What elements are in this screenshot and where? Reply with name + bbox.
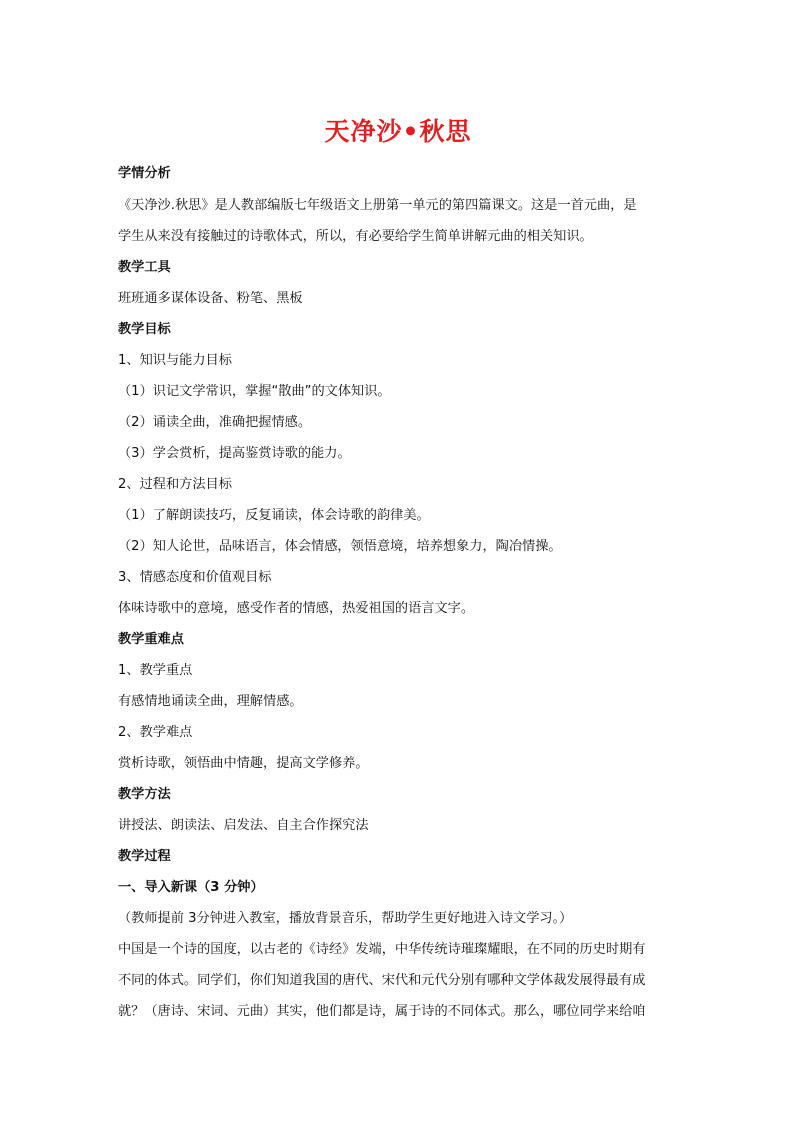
methods-text: 讲授法、朗读法、启发法、自主合作探究法: [118, 818, 369, 833]
goals-heading: 教学目标: [118, 322, 171, 337]
goal-2-b: （2）知人论世，品味语言，体会情感，领悟意境，培养想象力，陶冶情操。: [118, 539, 562, 554]
step-1-note: （教师提前 3分钟进入教室，播放背景音乐，帮助学生更好地进入诗文学习。）: [118, 911, 573, 926]
step-1-para-line-1: 中国是一个诗的国度，以古老的《诗经》发端，中华传统诗璀璨耀眼，在不同的历史时期有: [118, 942, 646, 957]
goal-3: 3、情感态度和价值观目标: [118, 570, 272, 585]
tools-heading: 教学工具: [118, 260, 171, 275]
step-1-para-line-3: 就？（唐诗、宋词、元曲）其实，他们都是诗，属于诗的不同体式。那么，哪位同学来给咱: [118, 1004, 646, 1019]
document-title: 天净沙•秋思: [324, 117, 472, 146]
step-1-heading: 一、导入新课（3 分钟）: [118, 880, 264, 895]
analysis-line-1: 《天净沙.秋思》是人教部编版七年级语文上册第一单元的第四篇课文。这是一首元曲，是: [118, 198, 637, 213]
keypoints-heading: 教学重难点: [118, 632, 184, 647]
step-1-para-line-2: 不同的体式。同学们，你们知道我国的唐代、宋代和元代分别有哪种文学体裁发展得最有成: [118, 973, 646, 988]
tools-text: 班班通多谋体设备、粉笔、黑板: [118, 291, 303, 306]
key-2: 2、教学难点: [118, 725, 193, 740]
key-1-text: 有感情地诵读全曲，理解情感。: [118, 694, 303, 709]
goal-1-a: （1）识记文学常识，掌握“散曲”的文体知识。: [118, 384, 391, 399]
goal-3-a: 体味诗歌中的意境，感受作者的情感，热爱祖国的语言文字。: [118, 601, 475, 616]
goal-1: 1、知识与能力目标: [118, 353, 232, 368]
goal-1-b: （2）诵读全曲，准确把握情感。: [118, 415, 312, 430]
goal-2: 2、过程和方法目标: [118, 477, 232, 492]
analysis-line-2: 学生从来没有接触过的诗歌体式，所以，有必要给学生简单讲解元曲的相关知识。: [118, 229, 593, 244]
analysis-heading: 学情分析: [118, 166, 171, 181]
process-heading: 教学过程: [118, 849, 171, 864]
key-2-text: 赏析诗歌，领悟曲中情趣，提高文学修养。: [118, 756, 369, 771]
methods-heading: 教学方法: [118, 787, 171, 802]
goal-1-c: （3）学会赏析，提高鉴赏诗歌的能力。: [118, 446, 351, 461]
goal-2-a: （1）了解朗读技巧，反复诵读，体会诗歌的韵律美。: [118, 508, 430, 523]
key-1: 1、教学重点: [118, 663, 193, 678]
